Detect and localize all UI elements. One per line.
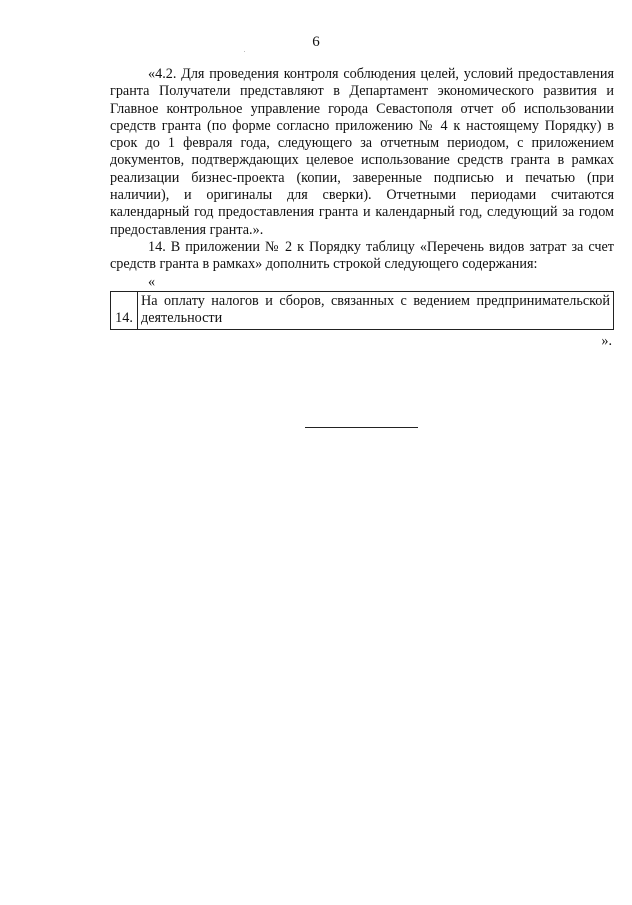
paragraph-4-2: «4.2. Для проведения контроля соблюдения целей, условий предоставления гранта Получатели представляют в Департамент экономического развития и Главное контрольное управление города Севастополя отчет об использовании средств гранта (по форме согласно приложению № 4 к настоящему Порядку) в срок до 1 февраля года, следующего за отчетным периодом, с приложением документов, подтверждающих целевое использование средств гранта в рамках реализации бизнес-проекта (копии, заверенные подписью и печатью (при наличии), и оригиналы для сверки). Отчетными периодами считаются календарный год предоставления гранта и календарный год, следующий за годом предоставления гранта.». — [110, 66, 614, 238]
row-number-cell: 14. — [111, 291, 138, 330]
opening-quote: « — [148, 273, 156, 290]
end-of-document-rule — [305, 427, 418, 428]
row-text-cell: На оплату налогов и сборов, связанных с ведением предпринимательской деятельности — [138, 291, 614, 330]
paragraph-14: 14. В приложении № 2 к Порядку таблицу «Перечень видов затрат за счет средств гранта в рамках» дополнить строкой следующего содержания: — [110, 238, 614, 273]
scan-speck — [244, 51, 245, 52]
document-body — [110, 66, 614, 350]
page-number: 6 — [312, 34, 320, 50]
cost-types-table — [110, 291, 614, 331]
closing-quote: ». — [601, 333, 612, 350]
table-row — [111, 291, 614, 330]
